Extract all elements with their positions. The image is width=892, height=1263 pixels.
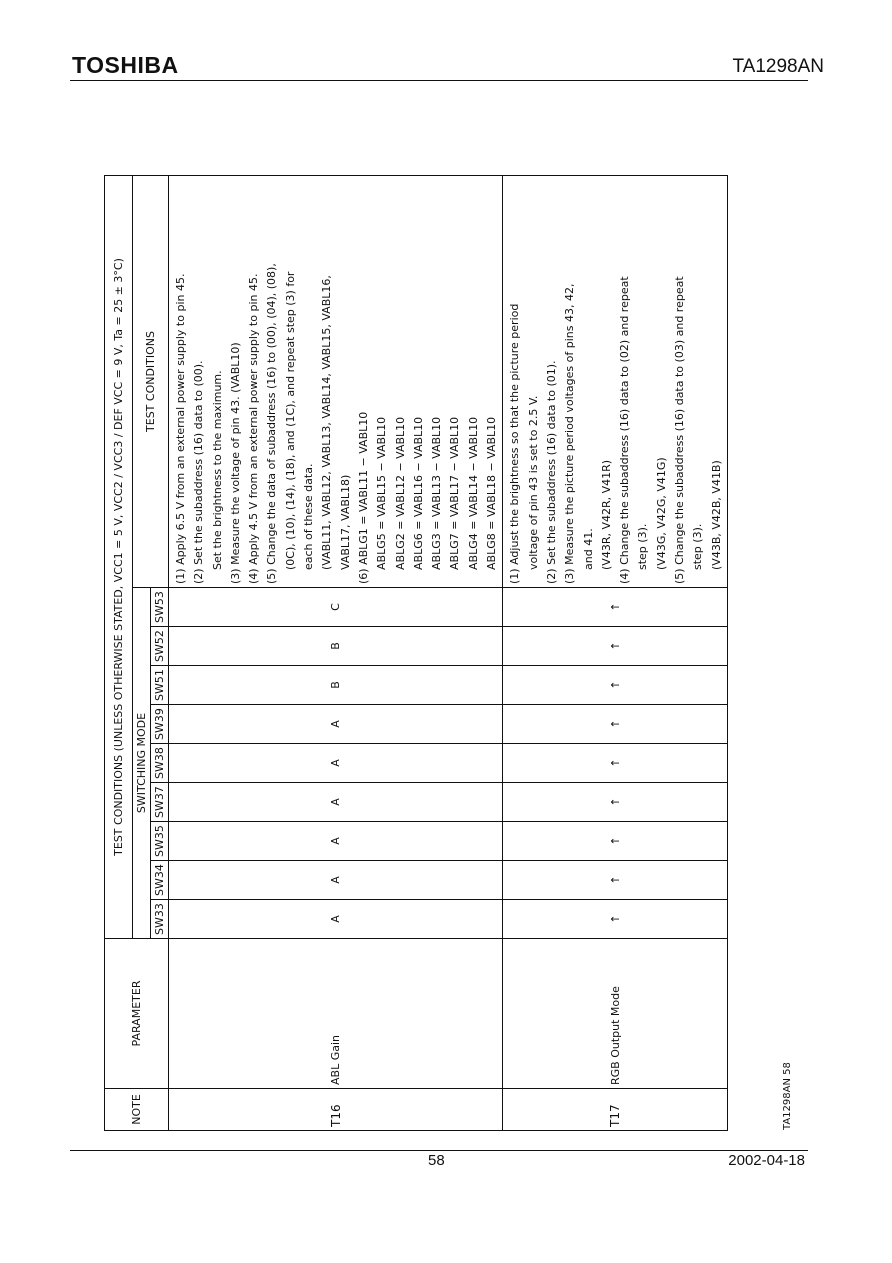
condition-line: (V43G, V42G, V41G) — [654, 457, 668, 570]
condition-line: (1) Adjust the brightness so that the picture period — [508, 303, 522, 584]
condition-line: ABLG5 = VABL15 − VABL10 — [375, 416, 389, 570]
switch-value: B — [169, 627, 503, 666]
test-conditions-table — [104, 175, 728, 1131]
condition-line: ABLG7 = VABL17 − VABL10 — [448, 416, 462, 570]
condition-line: (4) Change the subaddress (16) data to (02) and repeat — [618, 276, 632, 584]
part-number: TA1298AN — [732, 56, 824, 77]
condition-line: ABLG8 = VABL18 − VABL10 — [485, 416, 499, 570]
condition-line: (VABL11, VABL12, VABL13, VABL14, VABL15, VABL16, — [320, 275, 334, 570]
document-date: 2002-04-18 — [728, 1152, 805, 1169]
switching-mode-header: SWITCHING MODE — [133, 588, 151, 939]
condition-line: voltage of pin 43 is set to 2.5 V. — [526, 395, 540, 570]
condition-line: (2) Set the subaddress (16) data to (00). — [192, 360, 206, 584]
note-cell: T17 — [503, 1089, 728, 1131]
switch-header: SW38 — [151, 744, 169, 783]
switch-header: SW33 — [151, 900, 169, 939]
note-header: NOTE — [105, 1089, 169, 1131]
switch-value: ↑ — [503, 900, 728, 939]
table-row — [503, 175, 728, 1130]
header-divider — [70, 80, 808, 81]
condition-line: ABLG6 = VABL16 − VABL10 — [411, 416, 425, 570]
condition-line: Set the brightness to the maximum. — [210, 370, 224, 570]
switch-value: A — [169, 744, 503, 783]
condition-line: (4) Apply 4.5 V from an external power supply to pin 45. — [247, 273, 261, 584]
switch-header: SW51 — [151, 666, 169, 705]
table-row — [169, 175, 503, 1130]
condition-line: (6) ABLG1 = VABL11 − VABL10 — [356, 411, 370, 584]
condition-line: (V43B, V42B, V41B) — [709, 460, 723, 570]
switch-value: A — [169, 783, 503, 822]
switch-value: ↑ — [503, 705, 728, 744]
table-title: TEST CONDITIONS (UNLESS OTHERWISE STATED, VCC1 = 5 V, VCC2 / VCC3 / DEF VCC = 9 V, Ta = 25 ± 3°C) — [105, 175, 133, 938]
condition-line: (V43R, V42R, V41R) — [599, 459, 613, 570]
condition-line: ABLG3 = VABL13 − VABL10 — [430, 416, 444, 570]
switch-header: SW35 — [151, 822, 169, 861]
condition-line: (3) Measure the picture period voltages of pins 43, 42, — [563, 283, 577, 584]
side-stamp: TA1298AN 58 — [782, 1062, 793, 1130]
test-conditions-header: TEST CONDITIONS — [133, 175, 169, 587]
switch-value: A — [169, 705, 503, 744]
test-conditions-table-rotated — [104, 176, 723, 1131]
condition-line: (5) Change the subaddress (16) data to (03) and repeat — [673, 276, 687, 584]
switch-value: ↑ — [503, 588, 728, 627]
brand-logo: TOSHIBA — [72, 52, 179, 78]
footer-divider — [70, 1150, 808, 1151]
switch-value: A — [169, 822, 503, 861]
condition-line: (0C), (10), (14), (18), and (1C), and repeat step (3) for — [283, 271, 297, 570]
switch-header: SW34 — [151, 861, 169, 900]
test-conditions-cell — [169, 175, 503, 587]
condition-line: and 41. — [581, 528, 595, 570]
switch-header: SW52 — [151, 627, 169, 666]
parameter-cell: ABL Gain — [169, 939, 503, 1089]
condition-line: VABL17, VABL18) — [338, 474, 352, 570]
condition-line: (3) Measure the voltage of pin 43. (VABL10) — [228, 342, 242, 584]
switch-header: SW37 — [151, 783, 169, 822]
switch-value: ↑ — [503, 744, 728, 783]
condition-line: step (3). — [636, 523, 650, 570]
parameter-header: PARAMETER — [105, 939, 169, 1089]
parameter-cell: RGB Output Mode — [503, 939, 728, 1089]
condition-line: step (3). — [691, 523, 705, 570]
condition-line: ABLG4 = VABL14 − VABL10 — [466, 416, 480, 570]
condition-line: (2) Set the subaddress (16) data to (01). — [544, 360, 558, 584]
switch-value: ↑ — [503, 666, 728, 705]
page-number: 58 — [428, 1152, 445, 1169]
switch-value: ↑ — [503, 783, 728, 822]
switch-value: B — [169, 666, 503, 705]
switch-value: A — [169, 900, 503, 939]
switch-value: C — [169, 588, 503, 627]
switch-value: ↑ — [503, 822, 728, 861]
condition-line: (5) Change the data of subaddress (16) to (00), (04), (08), — [265, 263, 279, 584]
test-conditions-cell — [503, 175, 728, 587]
switch-value: ↑ — [503, 861, 728, 900]
switch-value: A — [169, 861, 503, 900]
switch-value: ↑ — [503, 627, 728, 666]
condition-line: ABLG2 = VABL12 − VABL10 — [393, 416, 407, 570]
condition-line: (1) Apply 6.5 V from an external power supply to pin 45. — [174, 273, 187, 584]
note-cell: T16 — [169, 1089, 503, 1131]
condition-line: each of these data. — [302, 463, 316, 570]
switch-header: SW39 — [151, 705, 169, 744]
switch-header: SW53 — [151, 588, 169, 627]
